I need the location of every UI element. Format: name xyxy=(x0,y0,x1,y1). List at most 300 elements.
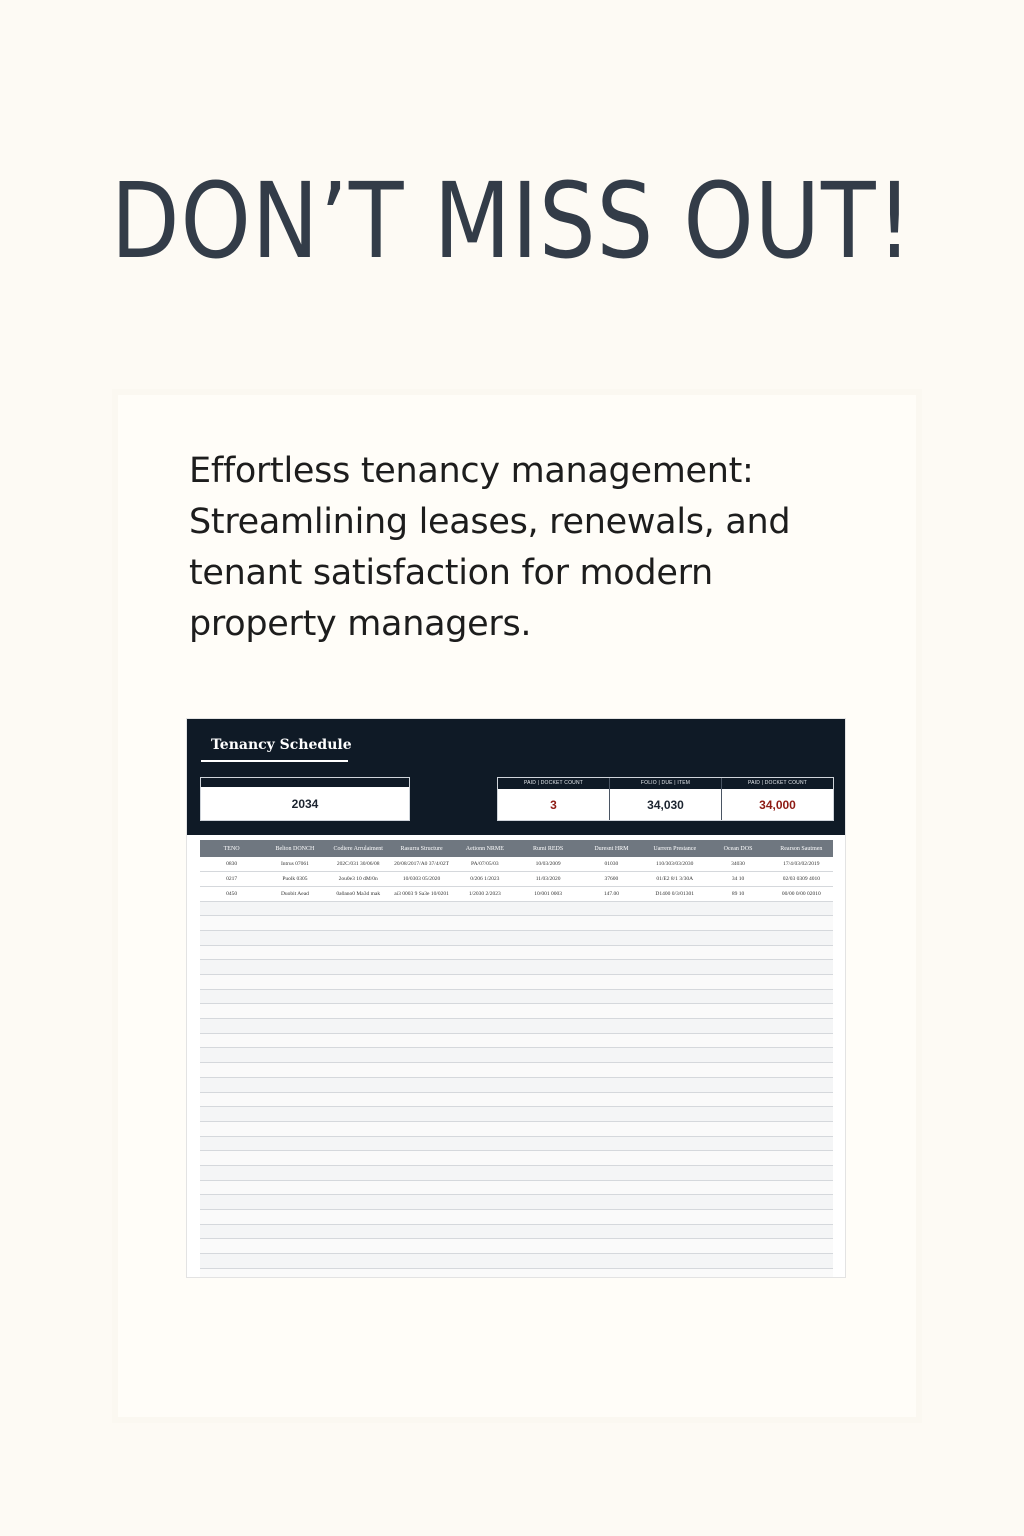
table-cell[interactable] xyxy=(580,1239,643,1254)
column-header[interactable]: Codiere Arrulaiment xyxy=(327,840,390,857)
table-cell[interactable] xyxy=(200,1210,263,1225)
table-cell[interactable] xyxy=(643,916,706,931)
table-cell[interactable] xyxy=(390,1136,453,1151)
table-cell[interactable] xyxy=(453,960,516,975)
table-cell[interactable] xyxy=(706,1063,769,1078)
column-header[interactable]: Duresnt HRM xyxy=(580,840,643,857)
table-cell[interactable] xyxy=(200,1239,263,1254)
table-cell[interactable] xyxy=(390,1107,453,1122)
table-cell[interactable] xyxy=(390,1224,453,1239)
table-cell[interactable] xyxy=(770,1165,833,1180)
table-cell[interactable] xyxy=(263,1254,326,1269)
table-cell[interactable] xyxy=(327,1268,390,1278)
table-cell[interactable] xyxy=(770,1254,833,1269)
table-cell[interactable] xyxy=(770,1004,833,1019)
table-cell[interactable] xyxy=(390,1195,453,1210)
table-cell[interactable] xyxy=(390,1033,453,1048)
table-cell[interactable] xyxy=(770,1239,833,1254)
table-cell[interactable] xyxy=(390,1121,453,1136)
table-cell[interactable] xyxy=(453,1268,516,1278)
table-cell[interactable]: PA/07/05/03 xyxy=(453,857,516,872)
table-cell[interactable] xyxy=(580,1224,643,1239)
table-cell[interactable] xyxy=(706,1136,769,1151)
table-cell[interactable] xyxy=(516,1092,579,1107)
table-cell[interactable] xyxy=(327,901,390,916)
table-cell[interactable] xyxy=(200,901,263,916)
table-cell[interactable]: 110/303/03/2030 xyxy=(643,857,706,872)
table-cell[interactable] xyxy=(516,1107,579,1122)
table-cell[interactable] xyxy=(516,1063,579,1078)
table-cell[interactable] xyxy=(327,975,390,990)
table-cell[interactable] xyxy=(263,1048,326,1063)
table-cell[interactable] xyxy=(516,1004,579,1019)
table-cell[interactable] xyxy=(453,930,516,945)
table-cell[interactable] xyxy=(770,1180,833,1195)
table-cell[interactable] xyxy=(706,1239,769,1254)
table-cell[interactable] xyxy=(453,1195,516,1210)
empty-row[interactable] xyxy=(200,1048,833,1063)
table-row[interactable] xyxy=(200,886,833,901)
table-cell[interactable] xyxy=(200,930,263,945)
table-cell[interactable] xyxy=(327,1254,390,1269)
table-cell[interactable] xyxy=(200,1195,263,1210)
table-cell[interactable] xyxy=(263,1151,326,1166)
column-header[interactable]: TENO xyxy=(200,840,263,857)
table-cell[interactable] xyxy=(516,1019,579,1034)
table-cell[interactable] xyxy=(516,916,579,931)
column-header[interactable]: Aetionn NRME xyxy=(453,840,516,857)
table-cell[interactable] xyxy=(643,1151,706,1166)
table-cell[interactable] xyxy=(580,975,643,990)
table-cell[interactable] xyxy=(200,960,263,975)
table-cell[interactable] xyxy=(263,1210,326,1225)
table-cell[interactable] xyxy=(390,1239,453,1254)
table-cell[interactable] xyxy=(327,989,390,1004)
table-cell[interactable] xyxy=(263,1224,326,1239)
table-cell[interactable] xyxy=(643,901,706,916)
table-cell[interactable] xyxy=(327,1019,390,1034)
table-cell[interactable] xyxy=(706,1092,769,1107)
table-row[interactable] xyxy=(200,857,833,872)
table-cell[interactable] xyxy=(390,1019,453,1034)
column-header[interactable]: Rasurra Structure xyxy=(390,840,453,857)
table-cell[interactable] xyxy=(643,1092,706,1107)
table-cell[interactable] xyxy=(770,901,833,916)
table-cell[interactable] xyxy=(453,989,516,1004)
table-cell[interactable] xyxy=(643,1121,706,1136)
table-cell[interactable] xyxy=(263,1136,326,1151)
table-cell[interactable] xyxy=(516,1121,579,1136)
empty-row[interactable] xyxy=(200,1107,833,1122)
table-cell[interactable] xyxy=(390,960,453,975)
table-cell[interactable] xyxy=(390,930,453,945)
table-cell[interactable] xyxy=(200,1077,263,1092)
table-cell[interactable] xyxy=(263,960,326,975)
table-cell[interactable] xyxy=(390,975,453,990)
empty-row[interactable] xyxy=(200,901,833,916)
table-cell[interactable] xyxy=(453,1165,516,1180)
table-cell[interactable] xyxy=(390,1077,453,1092)
table-cell[interactable] xyxy=(263,1077,326,1092)
empty-row[interactable] xyxy=(200,1004,833,1019)
table-cell[interactable]: Intrus 07061 xyxy=(263,857,326,872)
table-cell[interactable] xyxy=(390,1004,453,1019)
table-cell[interactable]: 10/03/2009 xyxy=(516,857,579,872)
table-cell[interactable] xyxy=(327,1033,390,1048)
empty-row[interactable] xyxy=(200,1136,833,1151)
table-cell[interactable]: 202C/031 30/06/08 xyxy=(327,857,390,872)
table-cell[interactable] xyxy=(643,1077,706,1092)
table-cell[interactable]: 2ou0e3 10 dM/0n xyxy=(327,872,390,887)
table-cell[interactable] xyxy=(453,1107,516,1122)
table-cell[interactable] xyxy=(580,1092,643,1107)
table-cell[interactable] xyxy=(643,989,706,1004)
column-header[interactable]: Rumi REDS xyxy=(516,840,579,857)
table-cell[interactable] xyxy=(580,1136,643,1151)
table-cell[interactable]: 89 10 xyxy=(706,886,769,901)
table-cell[interactable] xyxy=(516,1180,579,1195)
table-cell[interactable] xyxy=(580,1165,643,1180)
table-cell[interactable] xyxy=(580,1063,643,1078)
table-cell[interactable] xyxy=(580,1004,643,1019)
table-cell[interactable] xyxy=(770,1151,833,1166)
table-cell[interactable] xyxy=(706,975,769,990)
table-cell[interactable] xyxy=(580,1019,643,1034)
table-cell[interactable] xyxy=(706,1033,769,1048)
column-header[interactable]: Ocean DOS xyxy=(706,840,769,857)
table-cell[interactable] xyxy=(200,1004,263,1019)
table-cell[interactable] xyxy=(327,1077,390,1092)
table-cell[interactable] xyxy=(580,1268,643,1278)
table-cell[interactable] xyxy=(200,1151,263,1166)
table-cell[interactable] xyxy=(643,1019,706,1034)
table-cell[interactable]: 37600 xyxy=(580,872,643,887)
table-cell[interactable] xyxy=(390,945,453,960)
table-cell[interactable] xyxy=(580,1195,643,1210)
table-cell[interactable] xyxy=(706,1210,769,1225)
table-cell[interactable]: 02/03 0309 4010 xyxy=(770,872,833,887)
table-cell[interactable] xyxy=(516,1077,579,1092)
table-cell[interactable]: 20/08/2017/A0 37/4/02T xyxy=(390,857,453,872)
table-cell[interactable]: 34030 xyxy=(706,857,769,872)
table-cell[interactable] xyxy=(706,1151,769,1166)
table-cell[interactable] xyxy=(580,1121,643,1136)
table-cell[interactable]: 1/2030 2/2023 xyxy=(453,886,516,901)
table-cell[interactable] xyxy=(643,960,706,975)
table-cell[interactable] xyxy=(580,930,643,945)
table-cell[interactable] xyxy=(327,1092,390,1107)
table-cell[interactable] xyxy=(580,901,643,916)
table-cell[interactable] xyxy=(770,1019,833,1034)
table-cell[interactable] xyxy=(516,975,579,990)
table-cell[interactable] xyxy=(516,1268,579,1278)
table-cell[interactable]: 10/001 0003 xyxy=(516,886,579,901)
table-cell[interactable] xyxy=(390,1092,453,1107)
table-cell[interactable] xyxy=(706,1077,769,1092)
table-cell[interactable] xyxy=(706,1004,769,1019)
table-cell[interactable] xyxy=(263,1239,326,1254)
table-cell[interactable] xyxy=(327,1239,390,1254)
table-cell[interactable] xyxy=(327,1165,390,1180)
table-row[interactable] xyxy=(200,872,833,887)
table-cell[interactable] xyxy=(770,930,833,945)
table-cell[interactable] xyxy=(580,960,643,975)
column-header[interactable]: Uarrem Prestance xyxy=(643,840,706,857)
empty-row[interactable] xyxy=(200,1268,833,1278)
table-cell[interactable] xyxy=(706,1107,769,1122)
table-cell[interactable] xyxy=(390,1180,453,1195)
table-cell[interactable] xyxy=(200,1268,263,1278)
table-cell[interactable] xyxy=(706,1019,769,1034)
table-cell[interactable] xyxy=(643,1165,706,1180)
table-cell[interactable]: 01/E2 8/1 3/30A xyxy=(643,872,706,887)
table-cell[interactable]: 147.00 xyxy=(580,886,643,901)
empty-row[interactable] xyxy=(200,1180,833,1195)
table-cell[interactable] xyxy=(643,1048,706,1063)
table-cell[interactable] xyxy=(643,1239,706,1254)
table-cell[interactable] xyxy=(453,1004,516,1019)
table-cell[interactable] xyxy=(580,1210,643,1225)
table-cell[interactable]: 0450 xyxy=(200,886,263,901)
table-cell[interactable] xyxy=(200,1092,263,1107)
table-cell[interactable] xyxy=(263,1195,326,1210)
table-cell[interactable] xyxy=(643,1136,706,1151)
table-cell[interactable]: 0/206 1/2023 xyxy=(453,872,516,887)
table-cell[interactable] xyxy=(327,1210,390,1225)
table-cell[interactable] xyxy=(263,1033,326,1048)
table-cell[interactable]: 34 10 xyxy=(706,872,769,887)
table-cell[interactable] xyxy=(770,1210,833,1225)
table-cell[interactable] xyxy=(516,1224,579,1239)
table-cell[interactable] xyxy=(580,1077,643,1092)
table-cell[interactable] xyxy=(770,1136,833,1151)
table-cell[interactable] xyxy=(453,945,516,960)
table-cell[interactable] xyxy=(453,1136,516,1151)
table-cell[interactable] xyxy=(516,1033,579,1048)
table-cell[interactable] xyxy=(516,960,579,975)
table-cell[interactable] xyxy=(453,1077,516,1092)
empty-row[interactable] xyxy=(200,1063,833,1078)
table-cell[interactable] xyxy=(516,1195,579,1210)
table-cell[interactable] xyxy=(263,1165,326,1180)
table-cell[interactable] xyxy=(580,989,643,1004)
table-cell[interactable] xyxy=(453,916,516,931)
table-cell[interactable] xyxy=(263,1019,326,1034)
table-cell[interactable] xyxy=(327,1151,390,1166)
empty-row[interactable] xyxy=(200,1092,833,1107)
table-cell[interactable]: 00/00 0/00 02010 xyxy=(770,886,833,901)
table-cell[interactable] xyxy=(770,975,833,990)
table-cell[interactable] xyxy=(453,1063,516,1078)
table-cell[interactable] xyxy=(453,1254,516,1269)
table-cell[interactable] xyxy=(327,1224,390,1239)
table-cell[interactable] xyxy=(200,945,263,960)
column-header[interactable]: Rearson Sautmen xyxy=(770,840,833,857)
table-cell[interactable]: 0a0ano0 Ma3d mak xyxy=(327,886,390,901)
table-cell[interactable] xyxy=(770,945,833,960)
table-cell[interactable] xyxy=(516,989,579,1004)
table-cell[interactable] xyxy=(327,1048,390,1063)
table-cell[interactable] xyxy=(453,901,516,916)
table-cell[interactable] xyxy=(327,1195,390,1210)
table-cell[interactable] xyxy=(706,1165,769,1180)
table-cell[interactable] xyxy=(453,1121,516,1136)
empty-row[interactable] xyxy=(200,960,833,975)
table-cell[interactable] xyxy=(327,1136,390,1151)
table-cell[interactable] xyxy=(390,1268,453,1278)
table-cell[interactable] xyxy=(643,930,706,945)
table-cell[interactable] xyxy=(263,975,326,990)
table-cell[interactable] xyxy=(453,1048,516,1063)
table-cell[interactable] xyxy=(200,1033,263,1048)
table-cell[interactable] xyxy=(453,1092,516,1107)
table-cell[interactable] xyxy=(706,916,769,931)
table-cell[interactable]: Duobit Aead xyxy=(263,886,326,901)
column-header[interactable]: Belton DONCH xyxy=(263,840,326,857)
table-cell[interactable] xyxy=(770,1224,833,1239)
table-cell[interactable] xyxy=(643,1195,706,1210)
table-cell[interactable] xyxy=(453,1019,516,1034)
table-cell[interactable] xyxy=(770,1092,833,1107)
empty-row[interactable] xyxy=(200,1195,833,1210)
empty-row[interactable] xyxy=(200,1121,833,1136)
empty-row[interactable] xyxy=(200,1165,833,1180)
table-cell[interactable] xyxy=(643,1224,706,1239)
table-cell[interactable]: 0830 xyxy=(200,857,263,872)
table-cell[interactable] xyxy=(643,1254,706,1269)
table-cell[interactable] xyxy=(390,1048,453,1063)
table-cell[interactable] xyxy=(453,1224,516,1239)
table-cell[interactable]: D1400 0/3/01301 xyxy=(643,886,706,901)
table-cell[interactable]: 11/03/2020 xyxy=(516,872,579,887)
table-cell[interactable] xyxy=(390,1210,453,1225)
table-cell[interactable]: 10/0303 05/2020 xyxy=(390,872,453,887)
empty-row[interactable] xyxy=(200,1254,833,1269)
table-cell[interactable] xyxy=(706,930,769,945)
table-cell[interactable] xyxy=(390,1165,453,1180)
table-cell[interactable] xyxy=(263,1107,326,1122)
table-cell[interactable] xyxy=(580,945,643,960)
table-cell[interactable] xyxy=(706,1195,769,1210)
table-cell[interactable] xyxy=(200,989,263,1004)
table-cell[interactable] xyxy=(200,1107,263,1122)
table-cell[interactable] xyxy=(263,945,326,960)
table-cell[interactable]: ai3 0003 9 Sa3e 10/0201 xyxy=(390,886,453,901)
empty-row[interactable] xyxy=(200,945,833,960)
table-cell[interactable] xyxy=(580,1048,643,1063)
table-cell[interactable] xyxy=(453,1239,516,1254)
table-cell[interactable] xyxy=(200,916,263,931)
table-cell[interactable] xyxy=(580,1107,643,1122)
table-cell[interactable] xyxy=(516,1239,579,1254)
table-cell[interactable] xyxy=(770,1268,833,1278)
table-cell[interactable] xyxy=(516,1048,579,1063)
table-cell[interactable] xyxy=(580,1180,643,1195)
table-cell[interactable] xyxy=(327,1063,390,1078)
table-cell[interactable] xyxy=(706,901,769,916)
table-cell[interactable] xyxy=(516,1151,579,1166)
table-cell[interactable] xyxy=(453,1210,516,1225)
table-cell[interactable] xyxy=(327,945,390,960)
table-cell[interactable] xyxy=(263,930,326,945)
table-cell[interactable] xyxy=(200,1180,263,1195)
table-cell[interactable] xyxy=(200,1165,263,1180)
table-cell[interactable] xyxy=(327,916,390,931)
table-cell[interactable] xyxy=(770,1077,833,1092)
table-cell[interactable] xyxy=(643,1210,706,1225)
table-cell[interactable] xyxy=(516,1165,579,1180)
table-cell[interactable] xyxy=(200,1224,263,1239)
table-cell[interactable] xyxy=(770,916,833,931)
table-cell[interactable] xyxy=(706,945,769,960)
table-cell[interactable] xyxy=(706,1224,769,1239)
empty-row[interactable] xyxy=(200,1210,833,1225)
table-cell[interactable] xyxy=(580,1254,643,1269)
table-cell[interactable] xyxy=(453,1151,516,1166)
table-cell[interactable] xyxy=(200,1136,263,1151)
table-cell[interactable] xyxy=(706,1268,769,1278)
table-cell[interactable] xyxy=(327,1180,390,1195)
table-cell[interactable]: 17/4/03/02/2019 xyxy=(770,857,833,872)
table-cell[interactable] xyxy=(327,1107,390,1122)
table-cell[interactable] xyxy=(453,975,516,990)
table-cell[interactable] xyxy=(263,989,326,1004)
table-cell[interactable] xyxy=(200,975,263,990)
empty-row[interactable] xyxy=(200,1033,833,1048)
table-cell[interactable] xyxy=(770,1121,833,1136)
table-cell[interactable] xyxy=(770,1048,833,1063)
table-cell[interactable] xyxy=(770,1033,833,1048)
table-cell[interactable] xyxy=(643,1107,706,1122)
empty-row[interactable] xyxy=(200,916,833,931)
table-cell[interactable] xyxy=(263,1180,326,1195)
table-cell[interactable] xyxy=(453,1180,516,1195)
table-cell[interactable] xyxy=(263,1092,326,1107)
table-cell[interactable] xyxy=(390,1063,453,1078)
table-cell[interactable] xyxy=(580,1033,643,1048)
empty-row[interactable] xyxy=(200,975,833,990)
table-cell[interactable] xyxy=(263,1268,326,1278)
table-cell[interactable] xyxy=(327,930,390,945)
table-cell[interactable] xyxy=(327,960,390,975)
table-cell[interactable] xyxy=(643,975,706,990)
table-cell[interactable] xyxy=(643,1180,706,1195)
table-cell[interactable] xyxy=(706,989,769,1004)
table-cell[interactable] xyxy=(390,916,453,931)
table-cell[interactable] xyxy=(390,1254,453,1269)
table-cell[interactable] xyxy=(516,901,579,916)
empty-row[interactable] xyxy=(200,1151,833,1166)
table-cell[interactable] xyxy=(200,1254,263,1269)
table-cell[interactable] xyxy=(706,1121,769,1136)
table-cell[interactable] xyxy=(643,1004,706,1019)
table-cell[interactable] xyxy=(580,1151,643,1166)
table-cell[interactable] xyxy=(263,916,326,931)
table-cell[interactable] xyxy=(516,945,579,960)
table-cell[interactable] xyxy=(200,1121,263,1136)
table-cell[interactable] xyxy=(643,945,706,960)
table-cell[interactable] xyxy=(706,1048,769,1063)
table-cell[interactable] xyxy=(390,901,453,916)
empty-row[interactable] xyxy=(200,989,833,1004)
table-cell[interactable] xyxy=(516,1210,579,1225)
table-cell[interactable] xyxy=(200,1063,263,1078)
table-cell[interactable] xyxy=(453,1033,516,1048)
table-cell[interactable]: 01030 xyxy=(580,857,643,872)
table-cell[interactable] xyxy=(706,1180,769,1195)
table-cell[interactable] xyxy=(263,1121,326,1136)
table-cell[interactable] xyxy=(706,1254,769,1269)
